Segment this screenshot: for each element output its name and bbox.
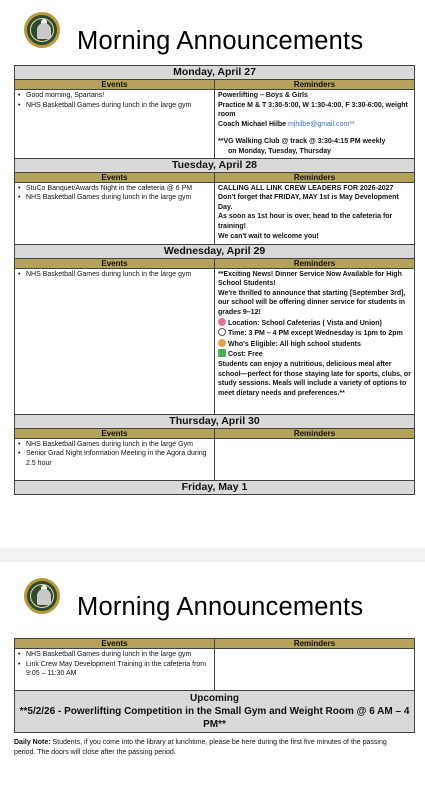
daily-note bbox=[14, 738, 404, 758]
reminders-cell bbox=[215, 649, 415, 691]
events-cell bbox=[15, 268, 215, 414]
pin-icon bbox=[218, 318, 226, 326]
list-item: • Link Crew May Development Training in the cafeteria from 9:05 – 11:30 AM bbox=[18, 660, 211, 679]
day-heading: Friday, May 1 bbox=[15, 480, 415, 494]
reminder-text: Location: School Cafeterias ( Vista and Union) bbox=[228, 319, 382, 327]
reminders-column-header: Reminders bbox=[215, 428, 415, 438]
events-column-header: Events bbox=[15, 80, 215, 90]
reminder-text: Powerlifting – Boys & Girls bbox=[218, 92, 308, 99]
reminder-text: Time: 3 PM – 4 PM except Wednesday is 1pm to 2pm bbox=[228, 330, 403, 338]
page-header bbox=[0, 562, 425, 624]
page-2 bbox=[0, 562, 425, 800]
list-item: • NHS Basketball Games during lunch in the large gym bbox=[18, 650, 211, 660]
day-heading: Thursday, April 30 bbox=[15, 414, 415, 428]
reminder-text: We can't wait to welcome you! bbox=[218, 232, 319, 240]
list-item: • StuCo Banquet/Awards Night in the cafeteria @ 6 PM bbox=[18, 184, 211, 194]
events-cell bbox=[15, 438, 215, 480]
list-item: • NHS Basketball Games during lunch in the large gym bbox=[18, 270, 211, 280]
list-item: • NHS Basketball Games during lunch in the large Gym bbox=[18, 440, 211, 450]
announcements-table bbox=[14, 638, 415, 733]
events-column-header: Events bbox=[15, 639, 215, 649]
events-cell bbox=[15, 182, 215, 244]
email-link[interactable]: mjhilbe@gmail.com** bbox=[288, 120, 355, 128]
list-item: • NHS Basketball Games during lunch in the large gym bbox=[18, 101, 211, 111]
reminders-cell bbox=[215, 90, 415, 159]
reminders-column-header: Reminders bbox=[215, 639, 415, 649]
reminders-column-header: Reminders bbox=[215, 258, 415, 268]
day-heading: Tuesday, April 28 bbox=[15, 158, 415, 172]
upcoming-text: **5/2/26 - Powerlifting Competition in the Small Gym and Weight Room @ 6 AM – 4 PM** bbox=[19, 706, 410, 730]
page-title: Morning Announcements bbox=[77, 593, 364, 621]
day-heading: Wednesday, April 29 bbox=[15, 244, 415, 258]
reminder-text: CALLING ALL LINK CREW LEADERS FOR 2026-2027 bbox=[218, 184, 394, 192]
list-item: • NHS Basketball Games during lunch in the large gym bbox=[18, 193, 211, 203]
reminders-column-header: Reminders bbox=[215, 172, 415, 182]
announcements-table bbox=[14, 65, 415, 495]
reminder-text: **Exciting News! Dinner Service Now Available for High School Students! bbox=[218, 270, 402, 288]
events-column-header: Events bbox=[15, 428, 215, 438]
reminder-text: Coach Michael Hilbe bbox=[218, 120, 289, 128]
reminder-text: Who's Eligible: All high school students bbox=[228, 340, 361, 348]
reminder-text: We're thrilled to announce that starting [September 3rd], our school will be offering dinner service for students in grades 9–12! bbox=[218, 289, 406, 316]
events-cell bbox=[15, 90, 215, 159]
page-header bbox=[0, 0, 425, 62]
reminder-text: Practice M & T 3:30-5:00, W 1:30-4:00, F 3:30-6:00, weight room bbox=[218, 101, 408, 119]
clock-icon bbox=[218, 328, 226, 336]
reminder-text: Students can enjoy a nutritious, delicious meal after school—perfect for those staying late for sports, clubs, or study sessions. Meals will include a variety of options to meet dietary needs and preferences.** bbox=[218, 360, 411, 397]
school-logo bbox=[24, 12, 60, 48]
daily-note-label: Daily Note: bbox=[14, 739, 51, 746]
reminder-text: Cost: Free bbox=[228, 351, 263, 359]
reminders-cell bbox=[215, 438, 415, 480]
upcoming-title: Upcoming bbox=[190, 693, 239, 704]
upcoming-section bbox=[15, 691, 415, 733]
events-column-header: Events bbox=[15, 172, 215, 182]
money-icon bbox=[218, 349, 226, 357]
events-cell bbox=[15, 649, 215, 691]
page-title: Morning Announcements bbox=[77, 27, 364, 55]
daily-note-text: Students, if you come into the library at lunchtime, please be here during the first five minutes of the passing period. The doors will close after the passing period. bbox=[14, 739, 387, 756]
reminder-text: Don't forget that FRIDAY, MAY 1st is May Development Day. bbox=[218, 194, 399, 211]
list-item: • Senior Grad Night Information Meeting in the Agora during 2.5 hour bbox=[18, 449, 211, 468]
reminders-column-header: Reminders bbox=[215, 80, 415, 90]
reminder-text: As soon as 1st hour is over, head to the cafeteria for training! bbox=[218, 213, 393, 230]
list-item: • Good morning, Spartans! bbox=[18, 91, 211, 101]
reminders-cell bbox=[215, 182, 415, 244]
reminder-text: **VG Walking Club @ track @ 3:30-4:15 PM weekly bbox=[218, 138, 386, 146]
reminders-cell bbox=[215, 268, 415, 414]
school-logo bbox=[24, 578, 60, 614]
reminder-text: on Monday, Tuesday, Thursday bbox=[228, 147, 332, 155]
events-column-header: Events bbox=[15, 258, 215, 268]
student-icon bbox=[218, 339, 226, 347]
day-heading: Monday, April 27 bbox=[15, 66, 415, 80]
